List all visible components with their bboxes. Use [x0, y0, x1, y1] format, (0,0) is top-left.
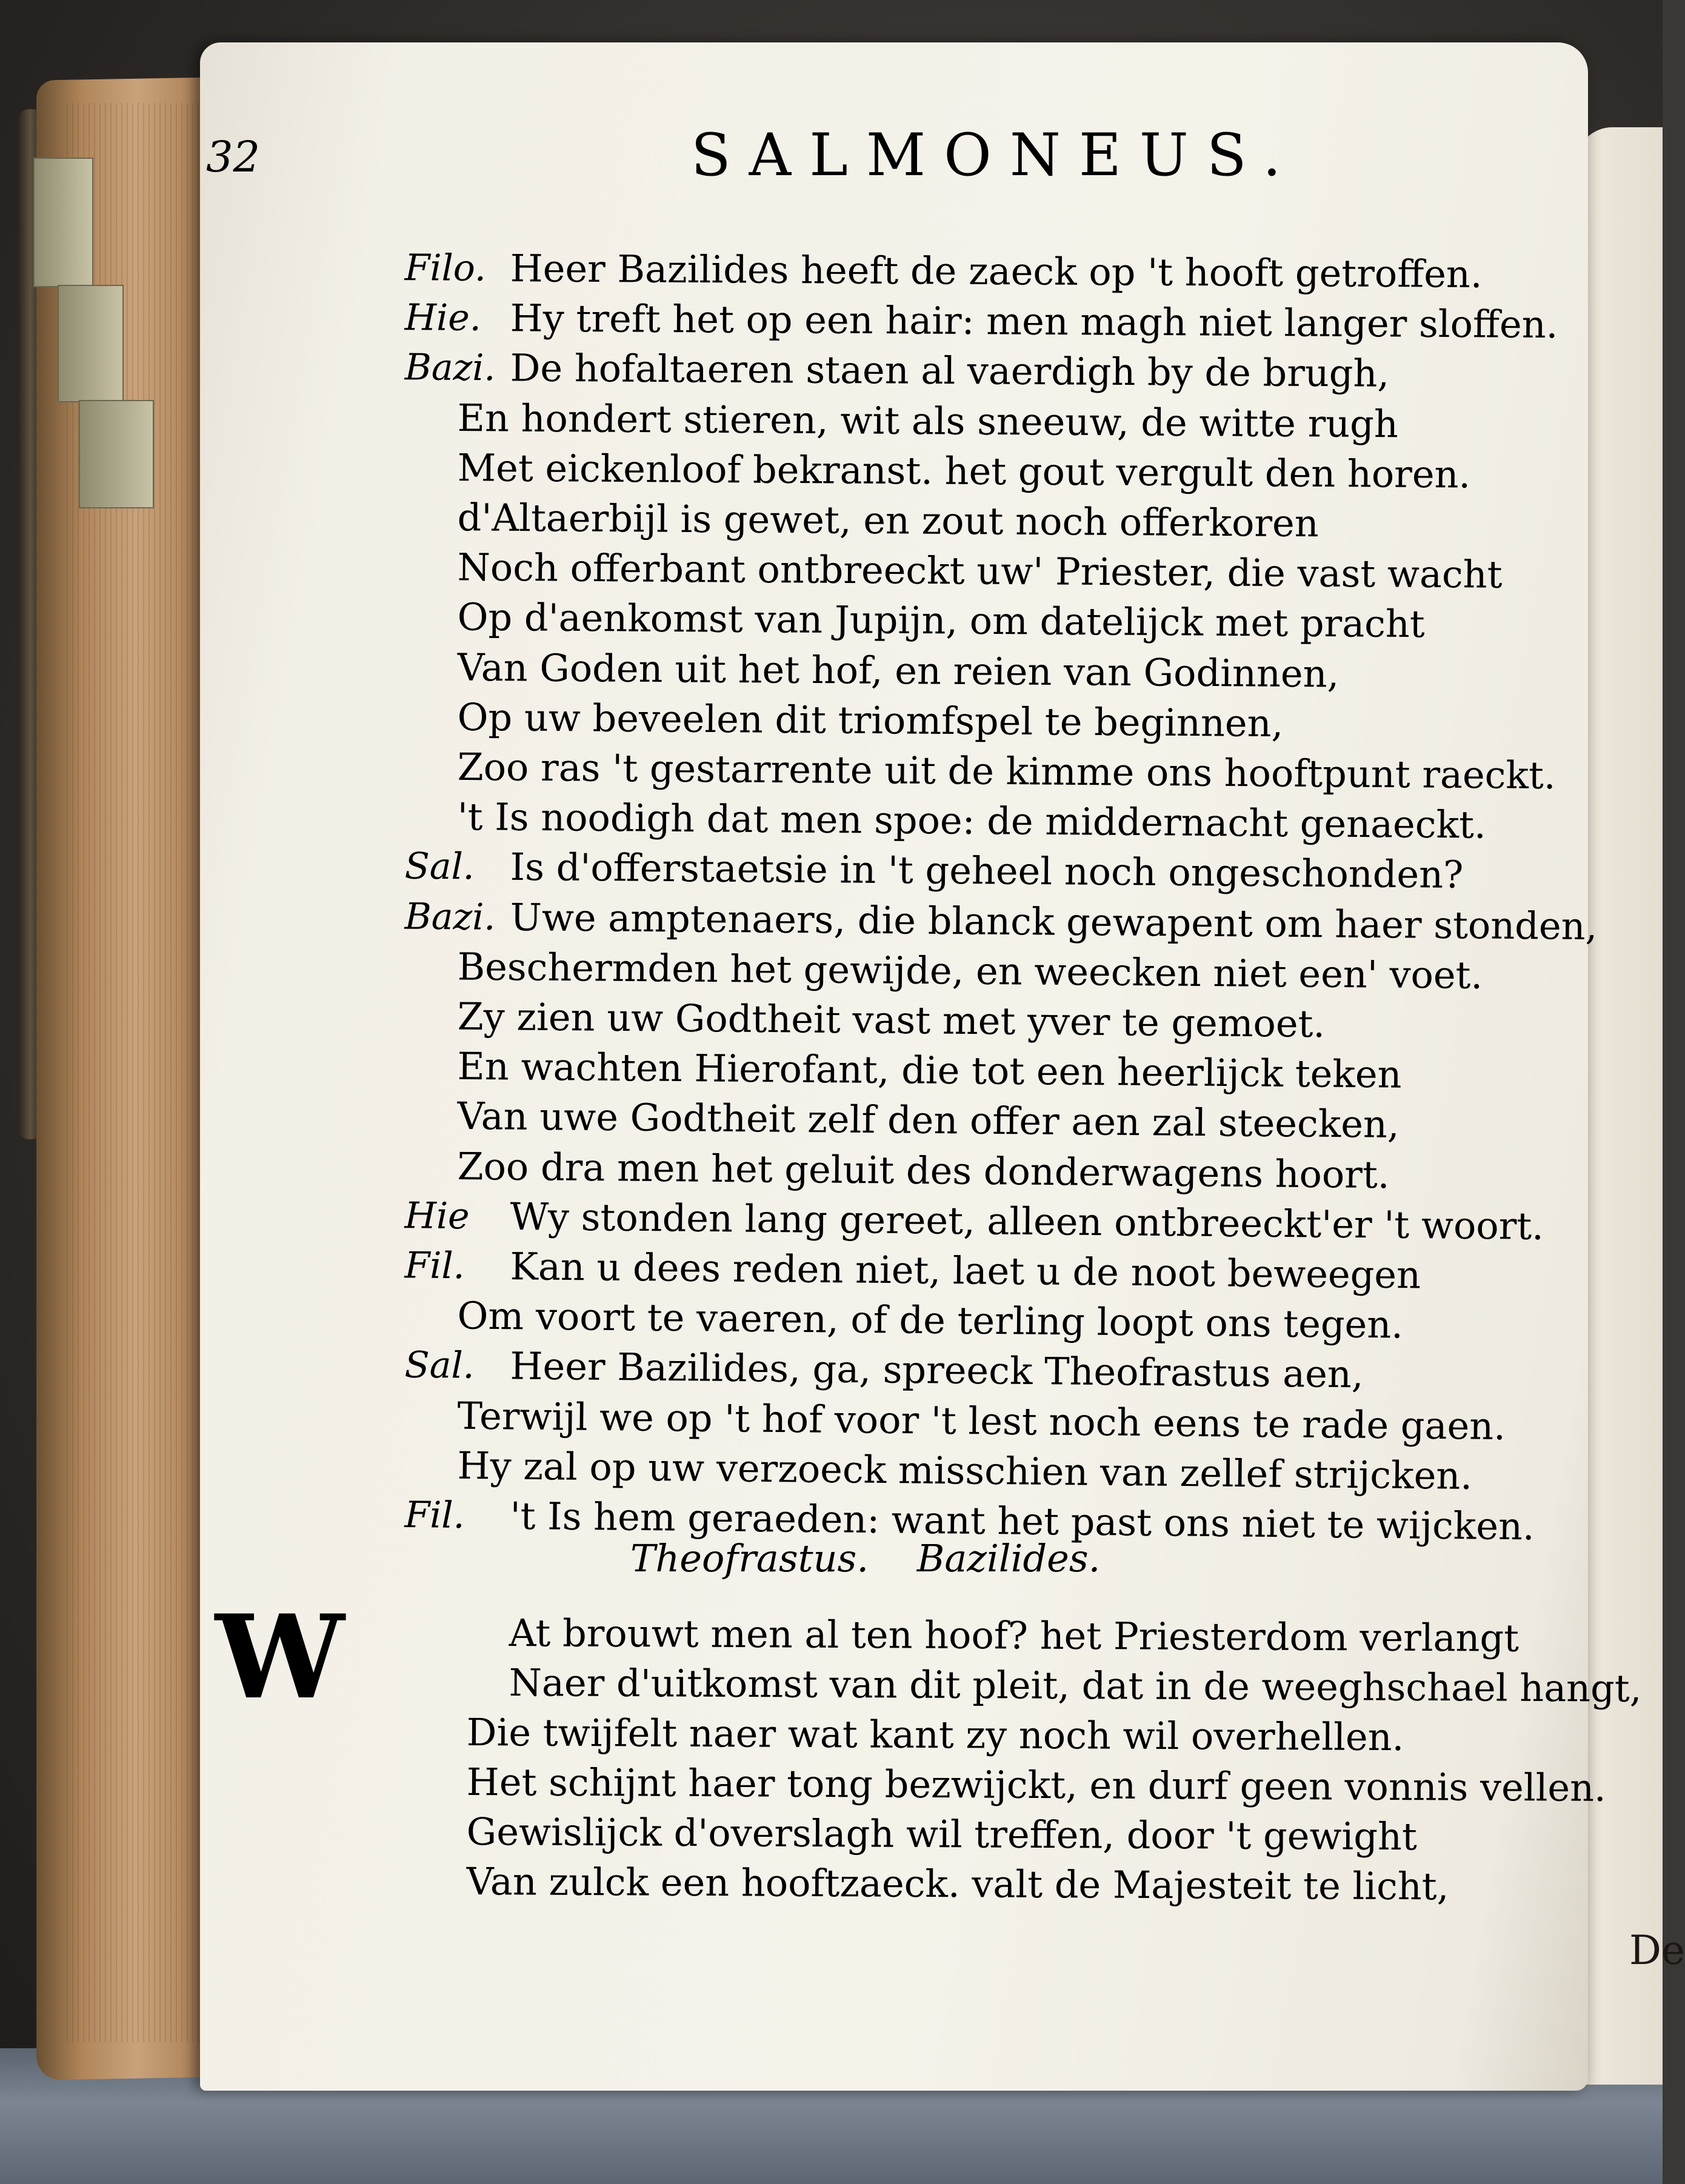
verse-text: En hondert stieren, wit als sneeuw, de witte rugh: [457, 395, 1399, 446]
drop-capital: W: [215, 1590, 345, 1725]
speech-line: At brouwt men al ten hoof? het Priesterdom verlangt: [509, 1611, 1520, 1660]
verse-text: Zoo ras 't gestarrente uit de kimme ons hooftpunt raeckt.: [457, 744, 1556, 798]
page-number: 32: [206, 132, 261, 182]
speaker-label: Bazi.: [404, 895, 496, 939]
verse-text: Op uw beveelen dit triomfspel te beginnen,: [457, 694, 1284, 746]
scene-character: Theofrastus.: [630, 1536, 869, 1580]
verse-text: Op d'aenkomst van Jupijn, om datelijck met pracht: [457, 594, 1426, 647]
bookmark-tab: [58, 285, 124, 402]
speech-line: Die twijfelt naer wat kant zy noch wil overhellen.: [466, 1710, 1404, 1760]
verse-text: 't Is hem geraeden: want het past ons niet te wijcken.: [510, 1493, 1535, 1549]
bookmark-tab: [79, 400, 154, 508]
verse-text: Kan u dees reden niet, laet u de noot beweegen: [510, 1244, 1421, 1297]
verse-text: d'Altaerbijl is gewet, en zout noch offerkoren: [457, 495, 1319, 546]
verse-text: Zoo dra men het geluit des donderwagens hoort.: [457, 1144, 1390, 1197]
speaker-label: Filo.: [404, 247, 487, 290]
running-title: SALMONEUS.: [691, 121, 1300, 189]
speaker-label: Fil.: [404, 1244, 465, 1288]
verse-text: Uwe amptenaers, die blanck gewapent om haer stonden,: [510, 894, 1598, 948]
speaker-label: Sal.: [404, 1344, 475, 1388]
verse-text: Van uwe Godtheit zelf den offer aen zal steecken,: [457, 1094, 1400, 1147]
speaker-label: Hie: [404, 1194, 470, 1238]
verse-text: Hy treft het op een hair: men magh niet langer sloffen.: [510, 296, 1558, 347]
verse-text: Om voort te vaeren, of de terling loopt ons tegen.: [457, 1293, 1404, 1347]
speaker-label: Hie.: [404, 296, 482, 340]
verse-text: 't Is noodigh dat men spoe: de middernacht genaeckt.: [457, 794, 1487, 847]
scene-heading: [630, 1536, 1136, 1580]
verse-text: Van Goden uit het hof, en reien van Godinnen,: [457, 645, 1340, 696]
bookmark-tab: [33, 158, 93, 287]
verse-text: Terwijl we op 't hof voor 't lest noch eens te rade gaen.: [457, 1393, 1506, 1448]
verse-text: Met eickenloof bekranst. het gout vergult den horen.: [457, 445, 1471, 497]
verse-text: Hy zal op uw verzoeck misschien van zellef strijcken.: [457, 1443, 1473, 1498]
verse-text: Wy stonden lang gereet, alleen ontbreeckt'er 't woort.: [510, 1194, 1544, 1248]
speaker-label: Fil.: [404, 1493, 465, 1537]
verse-text: Heer Bazilides, ga, spreeck Theofrastus aen,: [510, 1343, 1364, 1397]
speech-line: Het schijnt haer tong bezwijckt, en durf geen vonnis vellen.: [466, 1760, 1606, 1810]
verse-text: Heer Bazilides heeft de zaeck op 't hooft getroffen.: [510, 246, 1483, 296]
speaker-label: Sal.: [404, 845, 475, 888]
verse-text: Zy zien uw Godtheit vast met yver te gemoet.: [457, 994, 1326, 1047]
verse-text: De hofaltaeren staen al vaerdigh by de brugh,: [510, 345, 1390, 396]
speech-line: Van zulck een hooftzaeck. valt de Majesteit te licht,: [466, 1859, 1449, 1909]
verse-text: En wachten Hierofant, die tot een heerlijck teken: [457, 1044, 1402, 1097]
speaker-label: Bazi.: [404, 346, 496, 390]
scene-character: Bazilides.: [916, 1536, 1101, 1580]
speech-line: Naer d'uitkomst van dit pleit, dat in de weeghschael hangt,: [509, 1660, 1642, 1711]
verse-text: Noch offerbant ontbreeckt uw' Priester, die vast wacht: [457, 545, 1503, 597]
verse-text: Beschermden het gewijde, en weecken niet een' voet.: [457, 944, 1483, 997]
page-header: [206, 121, 1358, 212]
facing-page-catchword: De: [1629, 1927, 1685, 1974]
speech-line: Gewislijck d'overslagh wil treffen, door 't gewight: [466, 1809, 1418, 1859]
verse-text: Is d'offerstaetsie in 't geheel noch ongeschonden?: [510, 845, 1464, 897]
